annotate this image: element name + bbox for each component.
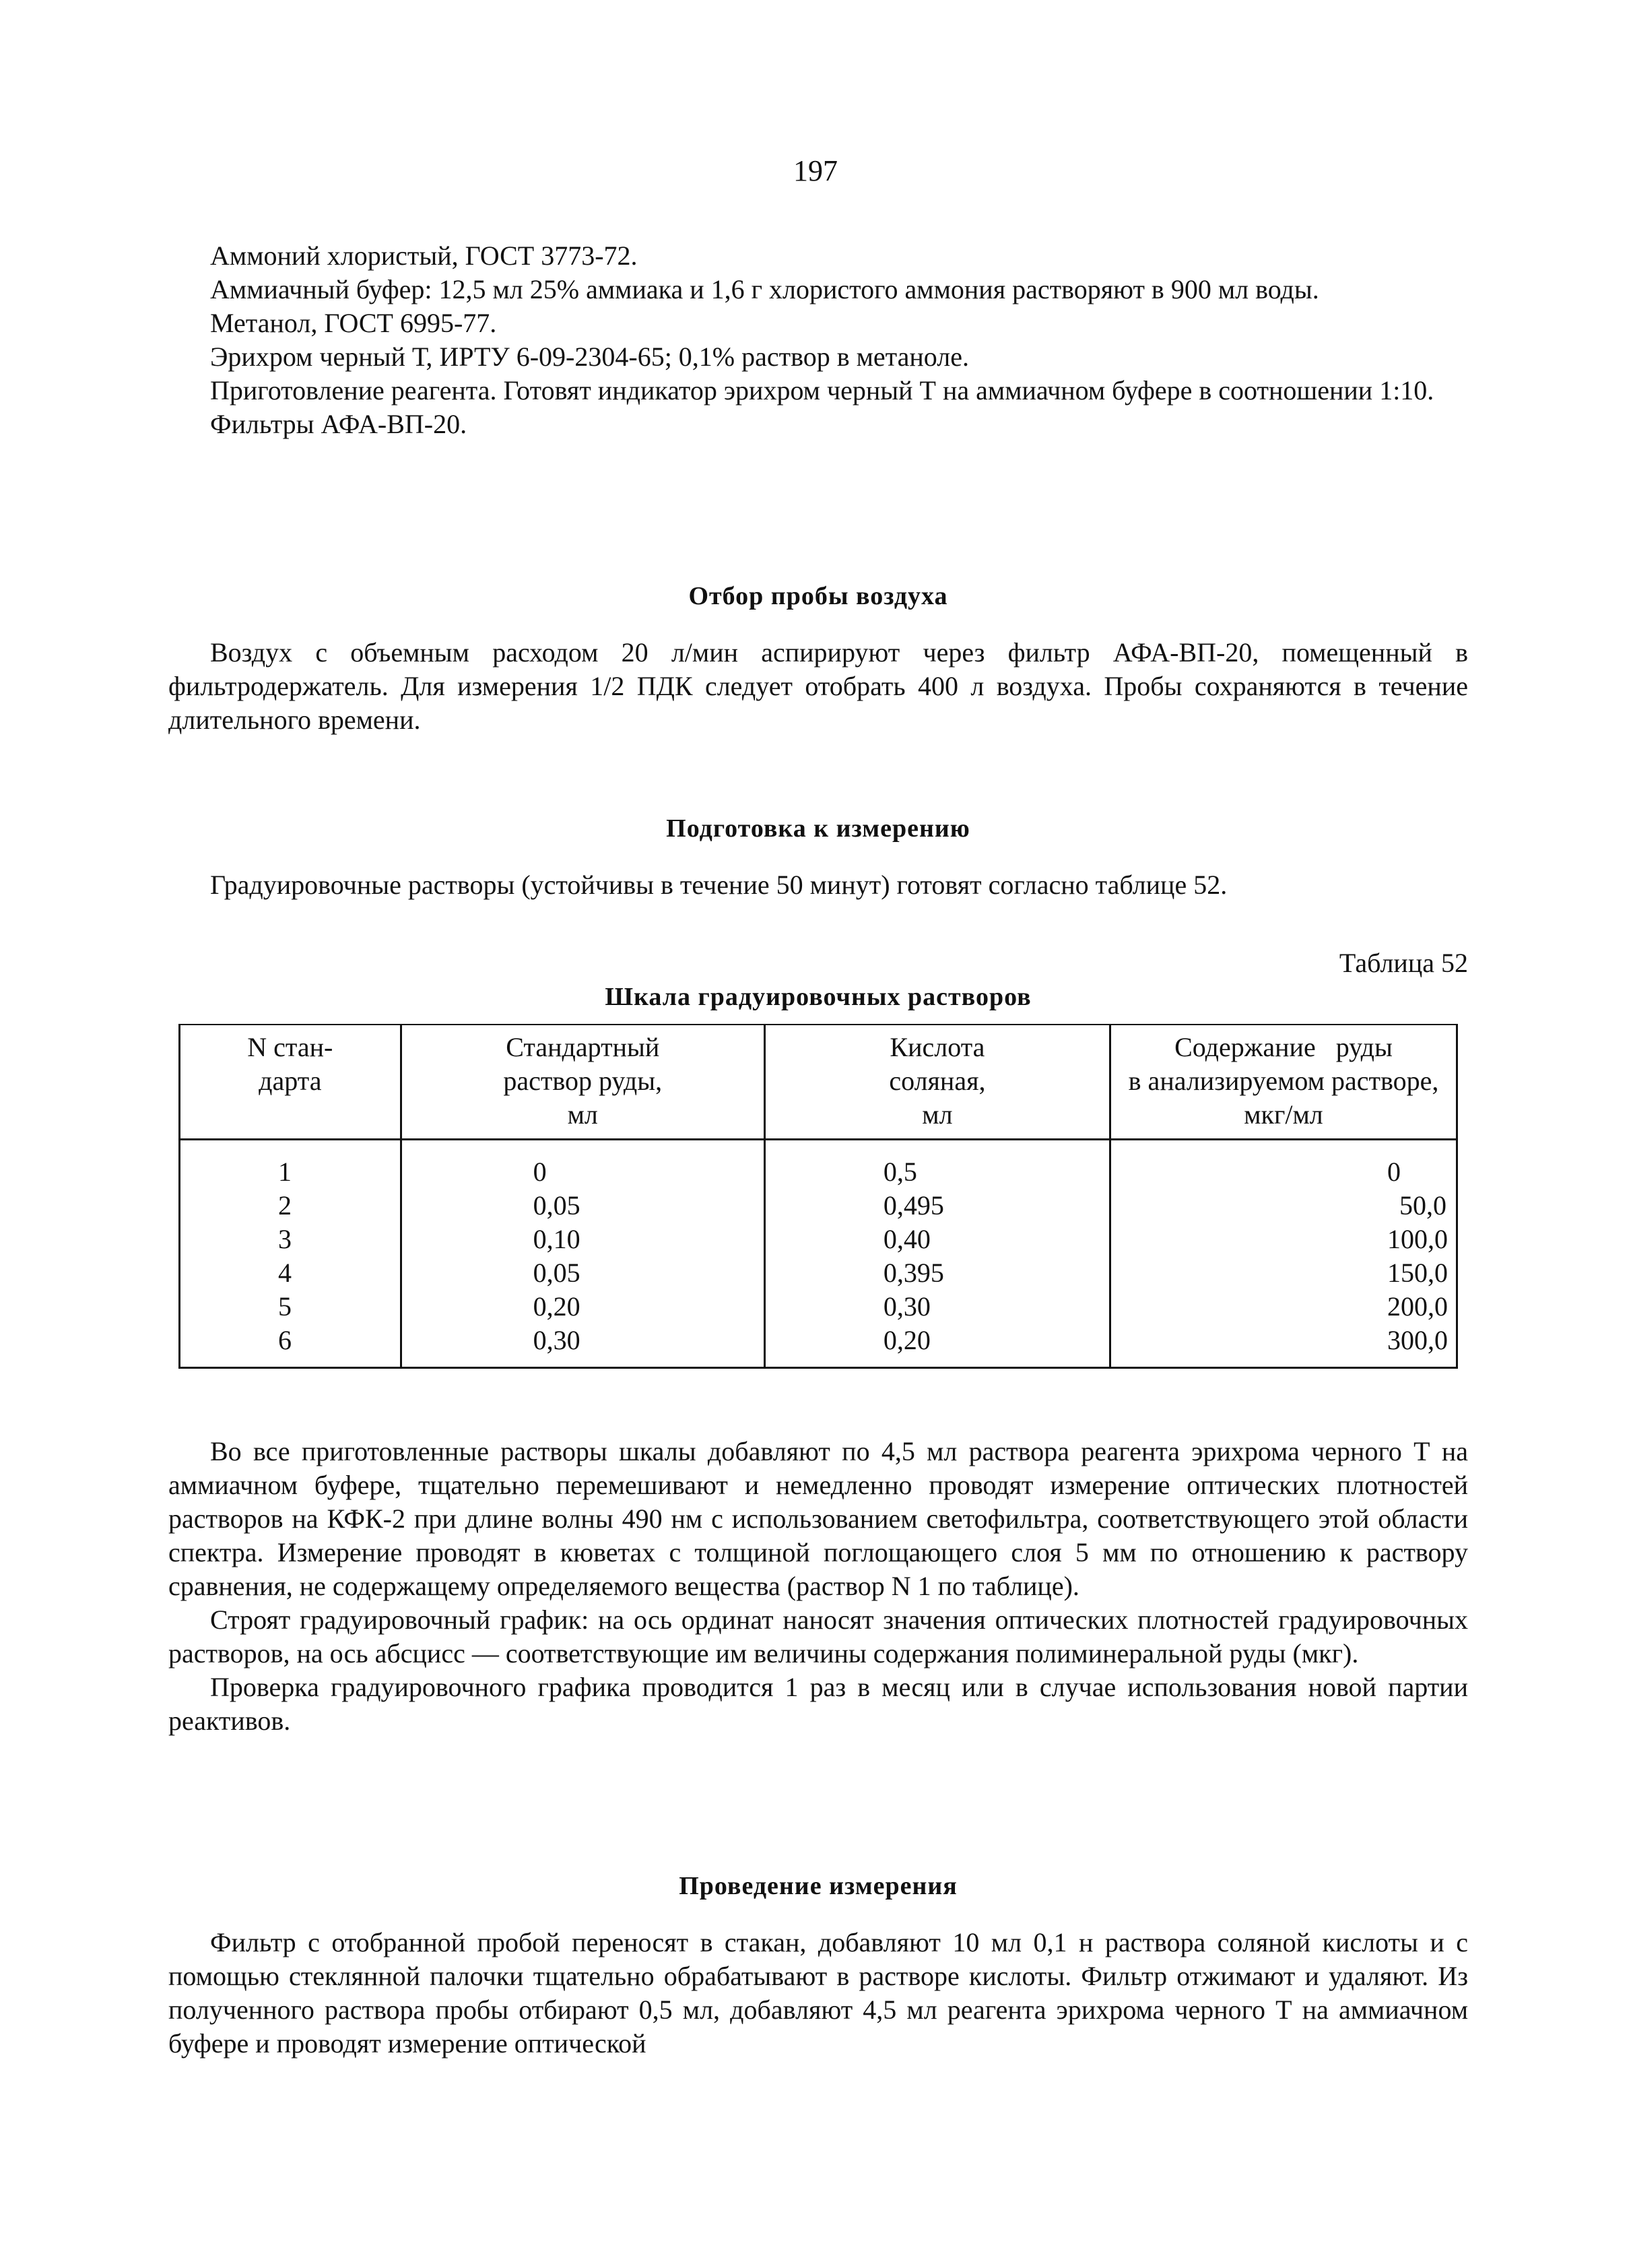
- header-line: Кислота: [890, 1032, 985, 1062]
- table-row: [180, 1189, 1457, 1223]
- measurement-section: [168, 1869, 1468, 2061]
- cell-standard: 6: [180, 1324, 401, 1368]
- procedure-block: [168, 1435, 1468, 1738]
- preparation-heading: Подготовка к измерению: [666, 814, 970, 843]
- procedure-paragraph: Во все приготовленные растворы шкалы добавляют по 4,5 мл раствора реагента эрихрома черного Т на аммиачном буфере, тщательно перемешивают и немедленно проводят измерение оптических плотностей растворов на КФК-2 при длине волны 490 нм с использованием светофильтра, соответствующего этой области спектра. Измерение проводят в кюветах с толщиной поглощающего слоя 5 мм по отношению к раствору сравнения, не содержащему определяемого вещества (раствор N 1 по таблице).: [168, 1436, 1468, 1601]
- header-standard-solution: [401, 1025, 764, 1140]
- cell-standard: 5: [180, 1290, 401, 1324]
- header-line: N стан-: [247, 1032, 333, 1062]
- reagent-ammonia-buffer: Аммиачный буфер: 12,5 мл 25% аммиака и 1,6 г хлористого аммония растворяют в 900 мл воды.: [210, 274, 1319, 304]
- cell-standard: 2: [180, 1189, 401, 1223]
- header-standard-number: [180, 1025, 401, 1140]
- table-row: [180, 1140, 1457, 1190]
- page-number: 197: [793, 154, 838, 187]
- table-row: [180, 1324, 1457, 1368]
- cell-solution: 0,10: [401, 1223, 764, 1256]
- cell-content: 0: [1110, 1140, 1457, 1190]
- sampling-text: Воздух с объемным расходом 20 л/мин аспирируют через фильтр АФА-ВП-20, помещенный в фильтродержатель. Для измерения 1/2 ПДК следует отобрать 400 л воздуха. Пробы сохраняются в течение длительного времени.: [168, 637, 1468, 735]
- measurement-heading: Проведение измерения: [679, 1872, 958, 1900]
- cell-acid: 0,30: [764, 1290, 1110, 1324]
- cell-acid: 0,40: [764, 1223, 1110, 1256]
- cell-content: 50,0: [1110, 1189, 1457, 1223]
- preparation-section: [168, 812, 1468, 902]
- header-line: раствор руды,: [503, 1066, 663, 1096]
- reagent-eriochrome: Эрихром черный Т, ИРТУ 6-09-2304-65; 0,1% раствор в метаноле.: [210, 342, 969, 372]
- table-row: [180, 1290, 1457, 1324]
- header-line: соляная,: [889, 1066, 986, 1096]
- cell-solution: 0,05: [401, 1256, 764, 1290]
- header-hydrochloric-acid: [764, 1025, 1110, 1140]
- procedure-paragraph: Строят градуировочный график: на ось ординат наносят значения оптических плотностей градуировочных растворов, на ось абсцисс — соответствующие им величины содержания полиминеральной руды (мкг).: [168, 1605, 1468, 1668]
- reagent-filters: Фильтры АФА-ВП-20.: [210, 409, 467, 439]
- reagent-ammonium-chloride: Аммоний хлористый, ГОСТ 3773-72.: [210, 240, 638, 271]
- measurement-text: Фильтр с отобранной пробой переносят в стакан, добавляют 10 мл 0,1 н раствора соляной кислоты и с помощью стеклянной палочки тщательно обрабатывают в растворе кислоты. Фильтр отжимают и удаляют. Из полученного раствора пробы отбирают 0,5 мл, добавляют 4,5 мл реагента эрихрома черного Т на аммиачном буфере и проводят измерение оптической: [168, 1927, 1468, 2059]
- cell-solution: 0,05: [401, 1189, 764, 1223]
- table-title: Шкала градуировочных растворов: [605, 983, 1032, 1011]
- reagent-preparation: Приготовление реагента. Готовят индикатор эрихром черный Т на аммиачном буфере в соотношении 1:10.: [210, 375, 1434, 406]
- cell-acid: 0,5: [764, 1140, 1110, 1190]
- cell-solution: 0,30: [401, 1324, 764, 1368]
- cell-content: 100,0: [1110, 1223, 1457, 1256]
- preparation-text: Градуировочные растворы (устойчивы в течение 50 минут) готовят согласно таблице 52.: [210, 870, 1228, 900]
- header-line: Стандартный: [506, 1032, 660, 1062]
- reagent-methanol: Метанол, ГОСТ 6995-77.: [210, 308, 497, 338]
- header-line: мл: [922, 1099, 953, 1130]
- cell-acid: 0,395: [764, 1256, 1110, 1290]
- sampling-section: [168, 579, 1468, 737]
- table-caption-block: [168, 946, 1468, 1014]
- calibration-table: [178, 1024, 1458, 1369]
- reagents-block: [168, 239, 1468, 441]
- cell-solution: 0: [401, 1140, 764, 1190]
- table-caption: Таблица 52: [1339, 948, 1468, 978]
- header-line: дарта: [259, 1066, 322, 1096]
- sampling-heading: Отбор пробы воздуха: [688, 582, 948, 610]
- header-line: в анализируемом растворе,: [1128, 1066, 1439, 1096]
- header-line: мкг/мл: [1244, 1099, 1323, 1130]
- table-header-row: [180, 1025, 1457, 1140]
- cell-standard: 3: [180, 1223, 401, 1256]
- header-line: мл: [567, 1099, 598, 1130]
- table-row: [180, 1256, 1457, 1290]
- cell-standard: 4: [180, 1256, 401, 1290]
- cell-acid: 0,20: [764, 1324, 1110, 1368]
- header-ore-content: [1110, 1025, 1457, 1140]
- cell-content: 150,0: [1110, 1256, 1457, 1290]
- cell-solution: 0,20: [401, 1290, 764, 1324]
- cell-standard: 1: [180, 1140, 401, 1190]
- procedure-paragraph: Проверка градуировочного графика проводится 1 раз в месяц или в случае использования новой партии реактивов.: [168, 1672, 1468, 1736]
- cell-content: 200,0: [1110, 1290, 1457, 1324]
- cell-content: 300,0: [1110, 1324, 1457, 1368]
- cell-acid: 0,495: [764, 1189, 1110, 1223]
- header-line: Содержание руды: [1174, 1032, 1393, 1062]
- table-row: [180, 1223, 1457, 1256]
